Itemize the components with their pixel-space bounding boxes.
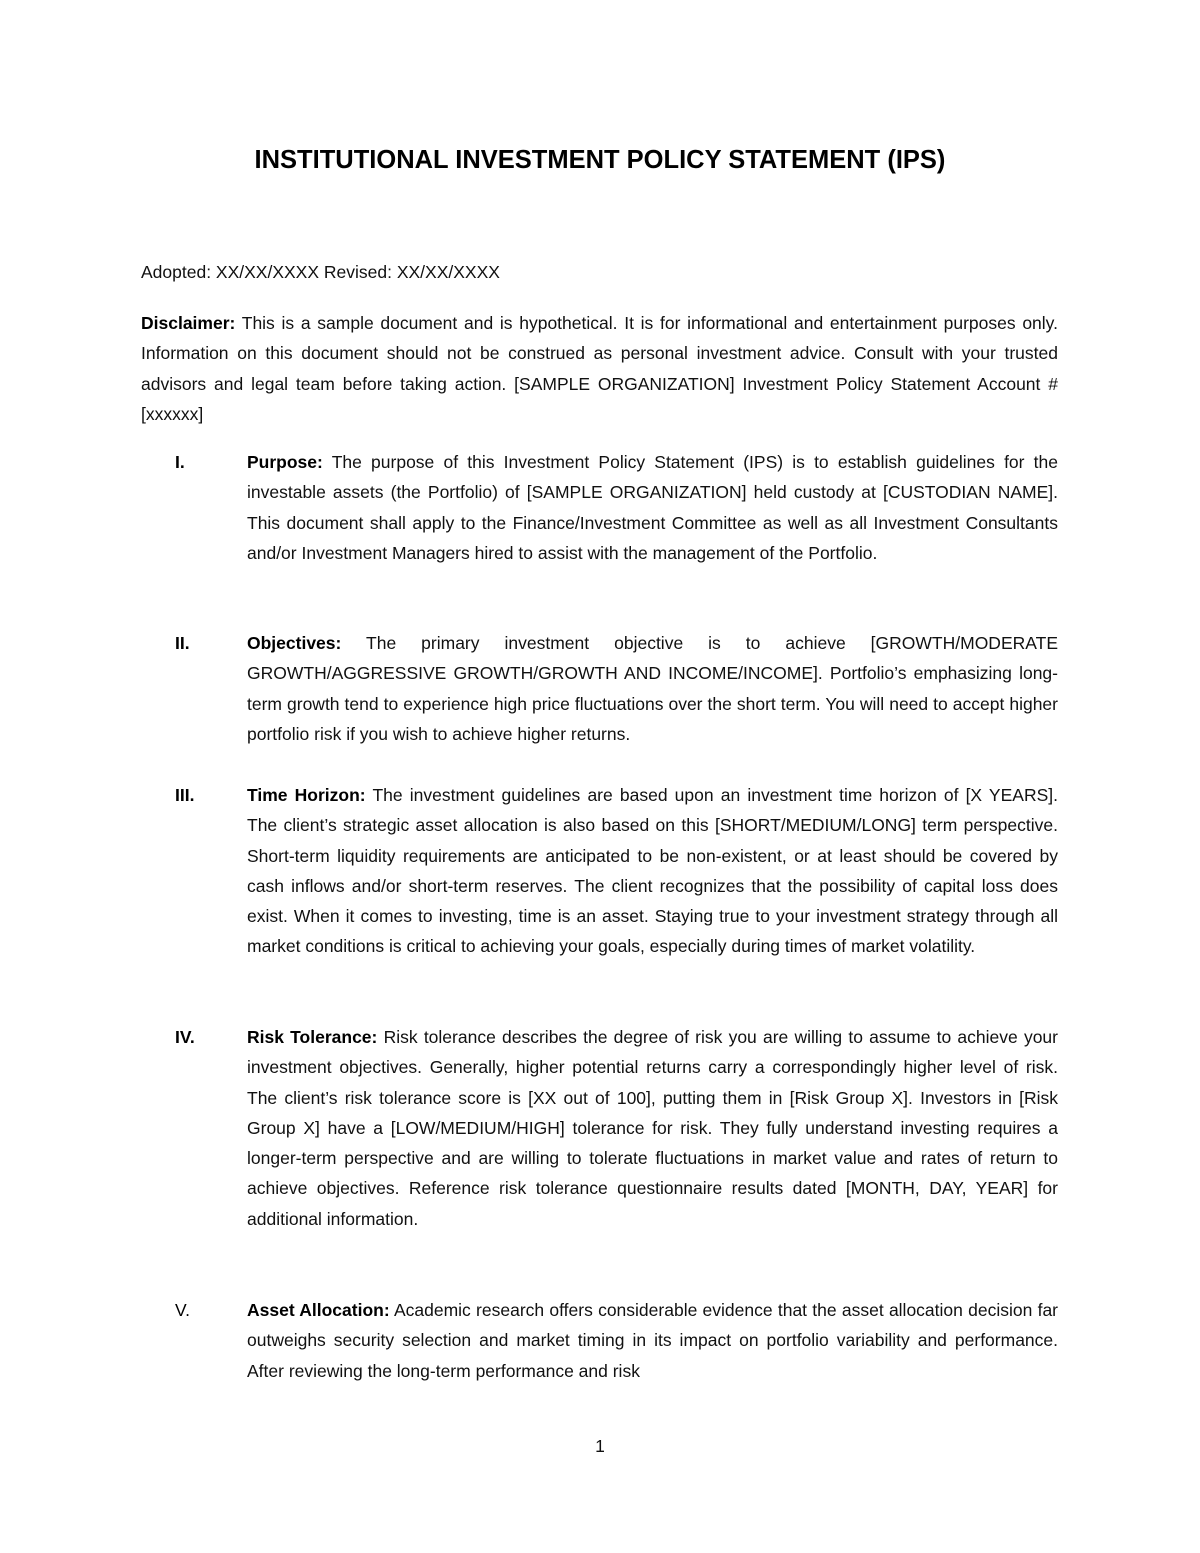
section-label: Risk Tolerance: xyxy=(247,1027,378,1047)
section-body xyxy=(247,780,1058,962)
section-label: Time Horizon: xyxy=(247,785,366,805)
section-body xyxy=(247,1022,1058,1234)
disclaimer-label: Disclaimer: xyxy=(141,313,236,333)
section-text: The purpose of this Investment Policy Statement (IPS) is to establish guidelines for the investable assets (the Portfolio) of [SAMPLE ORGANIZATION] held custody at [CUSTODIAN NAME]. This document shall apply to the Finance/Investment Committee as well as all Investment Consultants and/or Investment Managers hired to assist with the management of the Portfolio. xyxy=(247,452,1058,563)
section-text: Academic research offers considerable evidence that the asset allocation decision far outweighs security selection and market timing in its impact on portfolio variability and performance. After reviewing the long-term performance and risk xyxy=(247,1300,1058,1381)
section-text: Risk tolerance describes the degree of risk you are willing to assume to achieve your investment objectives. Generally, higher potential returns carry a correspondingly higher level of risk. The client’s risk tolerance score is [XX out of 100], putting them in [Risk Group X]. Investors in [Risk Group X] have a [LOW/MEDIUM/HIGH] tolerance for risk. They fully understand investing requires a longer-term perspective and are willing to tolerate fluctuations in market value and rates of return to achieve objectives. Reference risk tolerance questionnaire results dated [MONTH, DAY, YEAR] for additional information. xyxy=(247,1027,1058,1229)
document-title: INSTITUTIONAL INVESTMENT POLICY STATEMENT (IPS) xyxy=(254,146,946,174)
page-number: 1 xyxy=(595,1436,605,1456)
disclaimer-paragraph xyxy=(141,308,1058,429)
section-numeral: IV. xyxy=(175,1027,195,1047)
section-body xyxy=(247,628,1058,749)
section-body xyxy=(247,447,1058,568)
section-body xyxy=(247,1295,1058,1386)
section-label: Objectives: xyxy=(247,633,342,653)
section-label: Asset Allocation: xyxy=(247,1300,390,1320)
disclaimer-text: This is a sample document and is hypothetical. It is for informational and entertainment purposes only. Information on this document should not be construed as personal investment advice. Consult with your trusted advisors and legal team before taking action. [SAMPLE ORGANIZATION] Investment Policy Statement Account # [xxxxxx] xyxy=(141,313,1058,424)
section-label: Purpose: xyxy=(247,452,323,472)
adopted-revised-line: Adopted: XX/XX/XXXX Revised: XX/XX/XXXX xyxy=(141,262,500,282)
section-numeral: V. xyxy=(175,1300,190,1320)
section-numeral: III. xyxy=(175,785,195,805)
section-numeral: I. xyxy=(175,452,185,472)
section-text: The investment guidelines are based upon an investment time horizon of [X YEARS]. The client’s strategic asset allocation is also based on this [SHORT/MEDIUM/LONG] term perspective. Short-term liquidity requirements are anticipated to be non-existent, or at least should be covered by cash inflows and/or short-term reserves. The client recognizes that the possibility of capital loss does exist. When it comes to investing, time is an asset. Staying true to your investment strategy through all market conditions is critical to achieving your goals, especially during times of market volatility. xyxy=(247,785,1058,957)
section-numeral: II. xyxy=(175,633,190,653)
section-text: The primary investment objective is to achieve [GROWTH/MODERATE GROWTH/AGGRESSIVE GROWTH/GROWTH AND INCOME/INCOME]. Portfolio’s emphasizing long-term growth tend to experience high price fluctuations over the short term. You will need to accept higher portfolio risk if you wish to achieve higher returns. xyxy=(247,633,1058,744)
